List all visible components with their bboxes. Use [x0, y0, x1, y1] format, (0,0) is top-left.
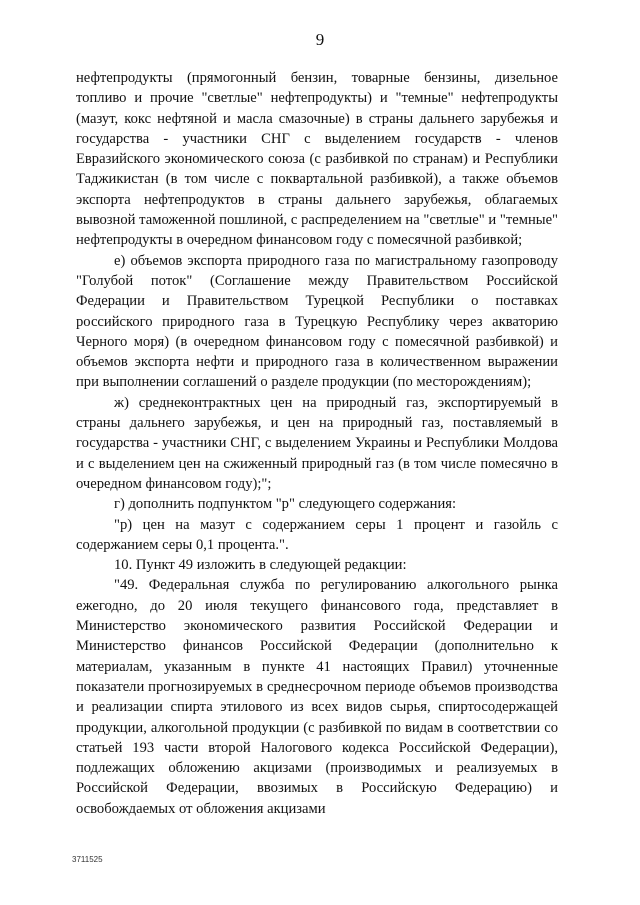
document-body: [76, 68, 558, 819]
paragraph-item-10-clause-49: 10. Пункт 49 изложить в следующей редакции:: [114, 557, 407, 574]
paragraph-item-e-blue-stream: е) объемов экспорта природного газа по магистральному газопроводу "Голубой поток" (Соглашение между Правительством Российской Федерации и Правительством Турецкой Республики о поставках российского природного газа в Турецкую Республику через акваторию Черного моря) (в очередном финансовом году с помесячной разбивкой) и объемов экспорта нефти и природного газа в количественном выражении при выполнении соглашений о разделе продукции (по месторождениям);: [76, 252, 558, 391]
paragraph-clause-49-text: "49. Федеральная служба по регулированию алкогольного рынка ежегодно, до 20 июля текущего финансового года, представляет в Министерство экономического развития Российской Федерации и Министерство финансов Российской Федерации (дополнительно к материалам, указанным в пункте 41 настоящих Правил) уточненные показатели прогнозируемых в среднесрочном периоде объемов производства и реализации спирта этилового из всех видов сырья, спиртосодержащей продукции, алкогольной продукции (с разбивкой по видам в соответствии со статьей 193 части второй Налогового кодекса Российской Федерации), подлежащих обложению акцизами (производимых и реализуемых в Российской Федерации, ввозимых в Российскую Федерацию) и освобождаемых от обложения акцизами: [76, 577, 558, 817]
paragraph-subitem-r-fuel-prices: "р) цен на мазут с содержанием серы 1 процент и газойль с содержанием серы 0,1 процента.".: [76, 516, 558, 553]
paragraph-oil-products-export: нефтепродукты (прямогонный бензин, товарные бензины, дизельное топливо и прочие "светлые" нефтепродукты) и "темные" нефтепродукты (мазут, кокс нефтяной и масла смазочные) в страны дальнего зарубежья и государства - участники СНГ с выделением государств - членов Евразийского экономического союза (с разбивкой по странам) и Республики Таджикистан (в том числе с поквартальной разбивкой), а также объемов экспорта нефтепродуктов в страны дальнего зарубежья, облагаемых вывозной таможенной пошлиной, с распределением на "светлые" и "темные" нефтепродукты в очередном финансовом году с помесячной разбивкой;: [76, 70, 558, 249]
paragraph-item-g-add-subitem: г) дополнить подпунктом "р" следующего содержания:: [114, 496, 457, 513]
document-footer-code: 3711525: [72, 855, 103, 864]
page-number: 9: [315, 30, 325, 49]
paragraph-item-zh-gas-prices: ж) среднеконтрактных цен на природный газ, экспортируемый в страны дальнего зарубежья, и цен на природный газ, поставляемый в государства - участники СНГ, с выделением Украины и Республики Молдова и с выделением цен на сжиженный природный газ (в том числе помесячно в очередном финансовом году);";: [76, 394, 558, 492]
